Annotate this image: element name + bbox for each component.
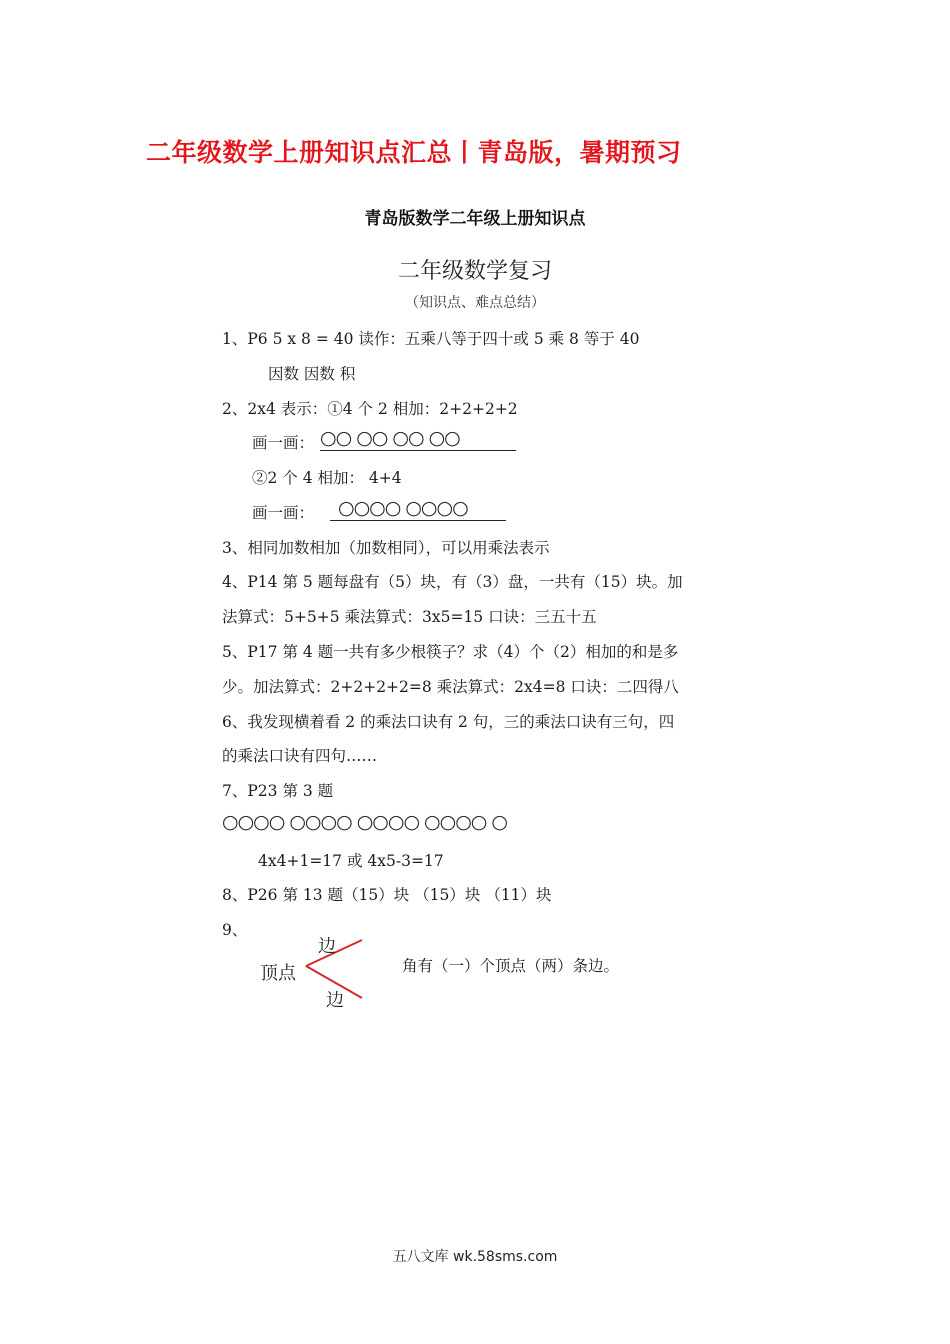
item-5-line-2: 少。加法算式：2+2+2+2=8 乘法算式：2x4=8 口诀：二四得八 [222, 678, 679, 696]
item-7-circles: ○○○○ ○○○○ ○○○○ ○○○○ ○ [222, 811, 507, 833]
item-5-line-1: 5、P17 第 4 题一共有多少根筷子？求（4）个（2）相加的和是多 [222, 643, 679, 661]
item-2-draw-label-b: 画一画： [252, 504, 315, 522]
edge-top-label: 边 [318, 936, 336, 957]
item-2-circles-b: ○○○○ ○○○○ [330, 497, 506, 521]
item-1-line-1: 1、P6 5 x 8 = 40 读作：五乘八等于四十或 5 乘 8 等于 40 [222, 330, 640, 348]
item-2-line-3: ②2 个 4 相加： 4+4 [252, 469, 402, 487]
item-8: 8、P26 第 13 题（15）块 （15）块 （11）块 [222, 886, 552, 904]
edge-bottom-label: 边 [326, 990, 344, 1011]
item-2-draw-label-a: 画一画： [252, 434, 315, 452]
vertex-label: 顶点 [260, 963, 296, 984]
item-6-line-1: 6、我发现横着看 2 的乘法口诀有 2 句，三的乘法口诀有三句，四 [222, 713, 675, 731]
item-2-line-1: 2、2x4 表示：①4 个 2 相加：2+2+2+2 [222, 400, 518, 418]
item-6-line-2: 的乘法口诀有四句…… [222, 747, 378, 765]
item-7-equation: 4x4+1=17 或 4x5-3=17 [258, 852, 444, 870]
item-3: 3、相同加数相加（加数相同），可以用乘法表示 [222, 539, 550, 557]
item-9-label: 9、 [222, 921, 248, 939]
footer: 五八文库 wk.58sms.com [392, 1249, 558, 1265]
item-4-line-2: 法算式：5+5+5 乘法算式：3x5=15 口诀：三五十五 [222, 608, 597, 626]
item-2-circles-a: ○○ ○○ ○○ ○○ [320, 427, 516, 451]
item-1-line-2: 因数 因数 积 [268, 365, 356, 383]
item-9-text: 角有（一）个顶点（两）条边。 [402, 957, 620, 975]
item-7-line-1: 7、P23 第 3 题 [222, 782, 334, 800]
main-title: 二年级数学上册知识点汇总丨青岛版，暑期预习 [146, 138, 682, 167]
review-title: 二年级数学复习 [397, 259, 552, 284]
sub-title: 青岛版数学二年级上册知识点 [364, 209, 586, 229]
review-subtitle: （知识点、难点总结） [405, 295, 545, 311]
item-4-line-1: 4、P14 第 5 题每盘有（5）块，有（3）盘，一共有（15）块。加 [222, 573, 683, 591]
